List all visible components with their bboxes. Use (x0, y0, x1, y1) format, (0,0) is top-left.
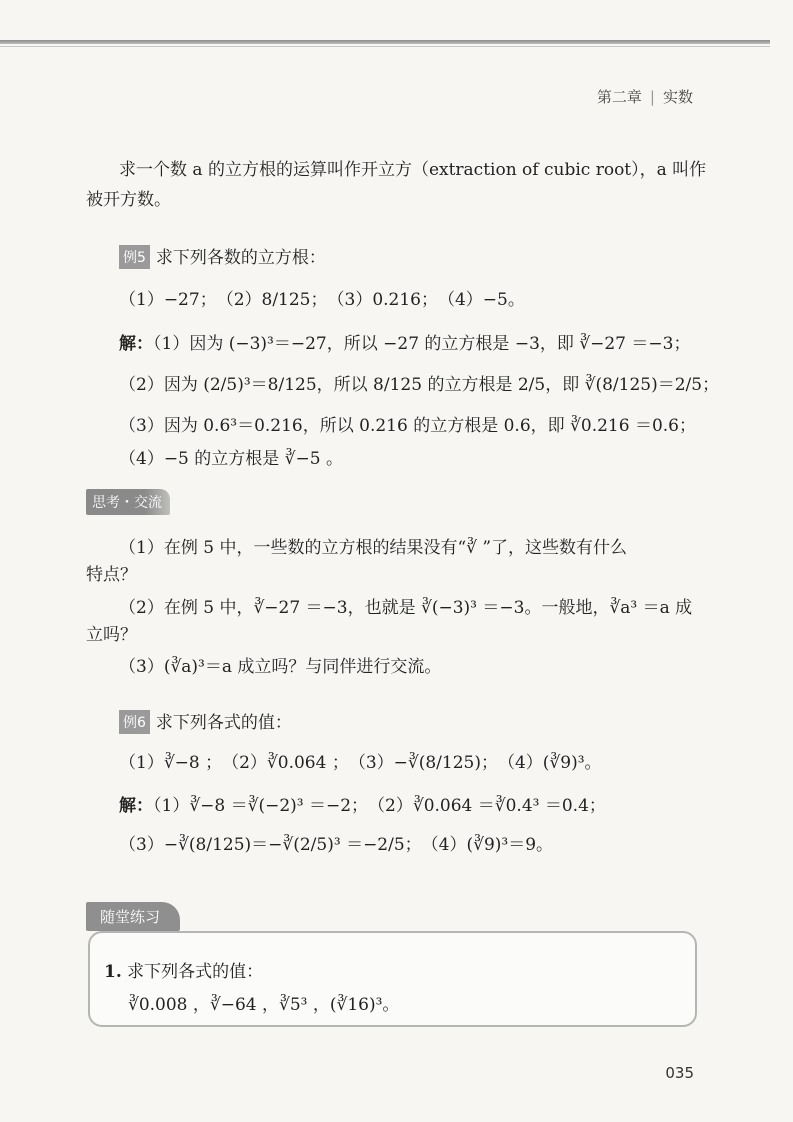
practice-question-text: 求下列各式的值： (127, 962, 264, 982)
think-exchange-tag: 思考・交流 (86, 489, 170, 515)
example-6-items: （1）∛−8 ； （2）∛0.064 ； （3）−∛(8/125)； （4）(∛9)³。 (119, 753, 602, 773)
chapter-label: 第二章 (596, 88, 642, 106)
think-q2-line-2: 立吗？ (86, 625, 137, 645)
page-number: 035 (665, 1064, 694, 1082)
chapter-title: 实数 (662, 88, 693, 106)
example-5-solution-3: （3）因为 0.6³＝0.216，所以 0.216 的立方根是 0.6，即 ∛0.216 ＝0.6； (119, 416, 696, 436)
top-rule-thin (0, 46, 770, 47)
example-6-solution-2: （3）−∛(8/125)＝−∛(2/5)³ ＝−2/5； （4）(∛9)³＝9。 (119, 835, 554, 855)
example-6-tag: 例6 (119, 710, 150, 734)
running-header: 第二章 | 实数 (596, 88, 693, 106)
solution-step: （1）因为 (−3)³＝−27，所以 −27 的立方根是 −3，即 ∛−27 ＝−3； (153, 334, 691, 354)
think-q1-line-2: 特点？ (86, 565, 137, 585)
think-q3: （3）(∛a)³＝a 成立吗？与同伴进行交流。 (119, 657, 442, 677)
practice-tag: 随堂练习 (86, 902, 180, 931)
practice-question (104, 957, 263, 982)
example-5-solution-2: （2）因为 (2/5)³＝8/125，所以 8/125 的立方根是 2/5，即 ∛(8/125)＝2/5； (119, 375, 720, 395)
practice-items: ∛0.008 ，∛−64 ，∛5³ ，(∛16)³。 (128, 995, 400, 1015)
example-5-solution-1 (119, 329, 690, 354)
example-5-prompt: 求下列各数的立方根： (155, 248, 326, 268)
solution-label: 解： (119, 334, 153, 354)
solution-label: 解： (119, 796, 153, 816)
example-5-items: （1）−27； （2）8/125； （3）0.216； （4）−5。 (119, 290, 525, 310)
example-6-prompt: 求下列各式的值： (155, 713, 292, 733)
example-5-tag: 例5 (119, 245, 150, 269)
top-rule (0, 40, 770, 44)
think-q2-line-1: （2）在例 5 中，∛−27 ＝−3，也就是 ∛(−3)³ ＝−3。一般地，∛a³ ＝a 成 (119, 598, 693, 618)
example-5-solution-4: （4）−5 的立方根是 ∛−5 。 (119, 449, 343, 469)
example-6-heading (119, 708, 292, 734)
example-5-heading (119, 243, 326, 269)
intro-line-2: 被开方数。 (86, 190, 171, 210)
intro-line-1: 求一个数 a 的立方根的运算叫作开立方（extraction of cubic root），a 叫作 (119, 160, 707, 180)
example-6-solution-1 (119, 791, 606, 816)
solution-step: （1）∛−8 ＝∛(−2)³ ＝−2； （2）∛0.064 ＝∛0.4³ ＝0.4； (153, 796, 606, 816)
think-q1-line-1: （1）在例 5 中，一些数的立方根的结果没有“∛ ”了，这些数有什么 (119, 538, 628, 558)
practice-question-number: 1. (104, 962, 122, 982)
